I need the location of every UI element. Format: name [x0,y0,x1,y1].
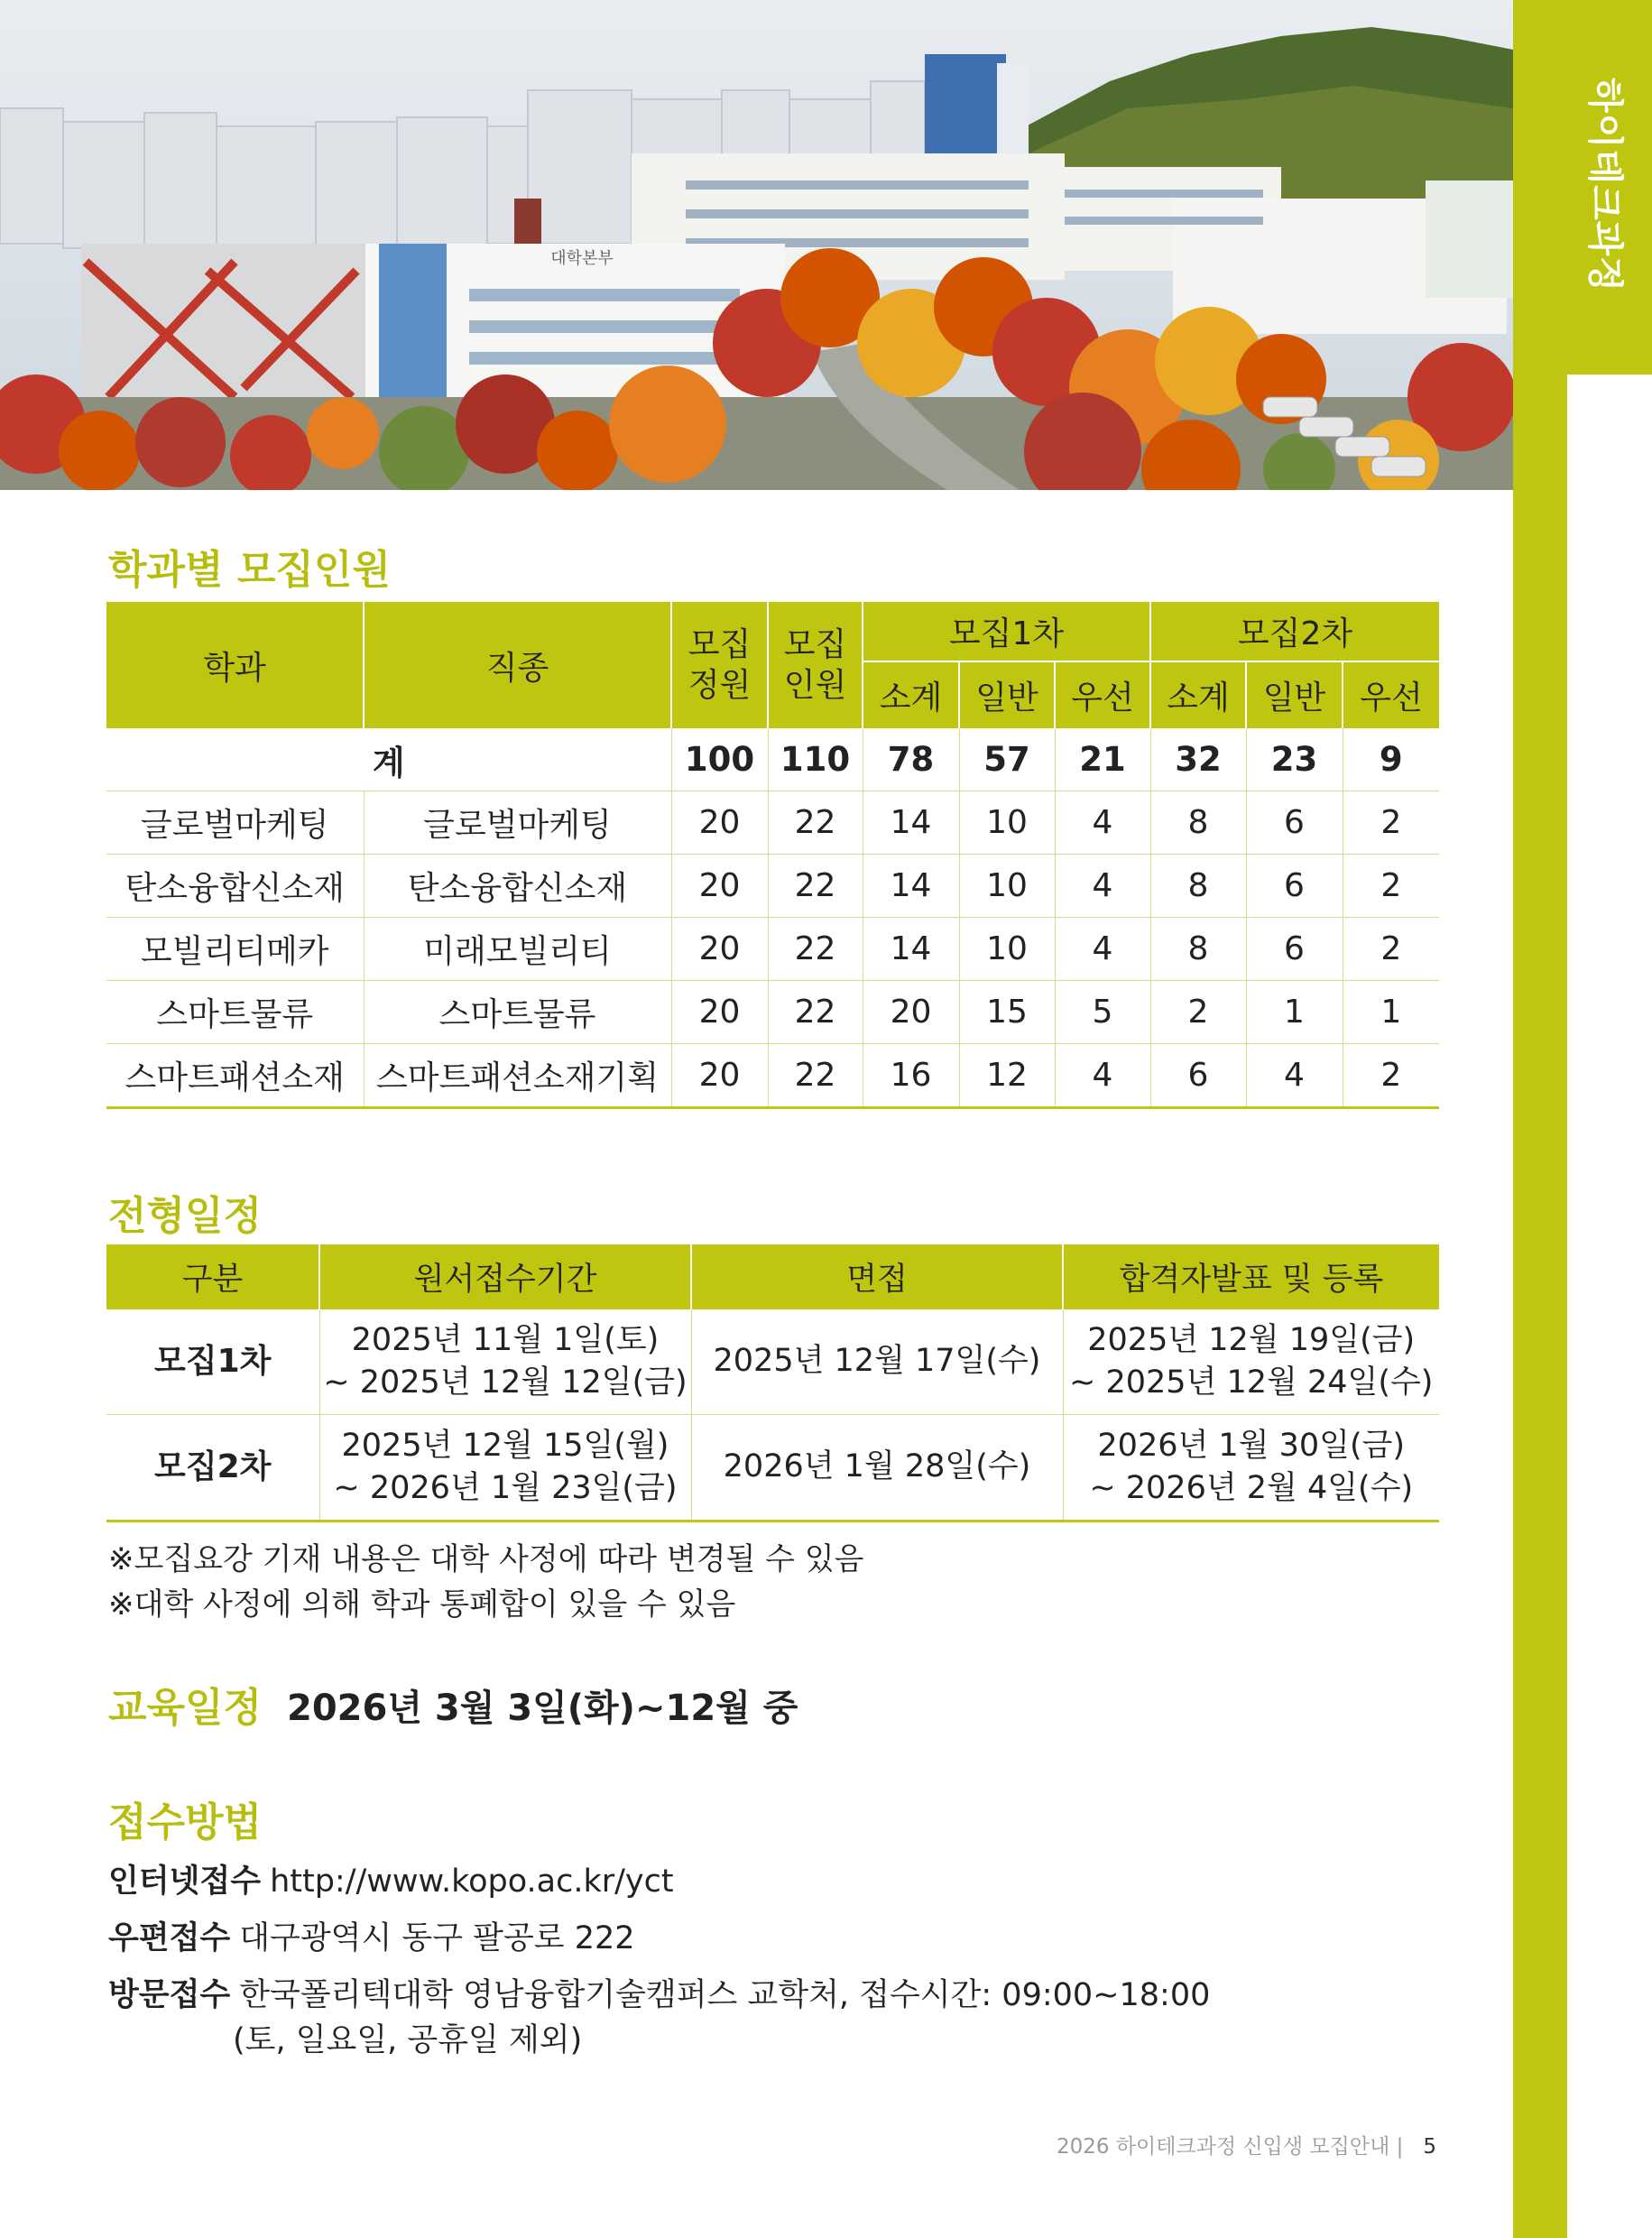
value-cell: 4 [1055,918,1150,981]
col-sub-subtotal-1: 소계 [863,661,959,728]
dept-cell: 스마트패션소재 [106,1044,364,1108]
col-round1: 모집1차 [863,602,1150,661]
note-2: ※대학 사정에 의해 학과 통폐합이 있을 수 있음 [108,1586,736,1623]
total-cell: 57 [959,728,1055,791]
job-cell: 탄소융합신소재 [364,855,671,918]
value-cell: 14 [863,855,959,918]
value-cell: 4 [1055,791,1150,855]
col-job: 직종 [364,602,671,728]
method-internet-url[interactable]: http://www.kopo.ac.kr/yct [270,1863,674,1900]
table-row [106,981,1439,1044]
value-cell: 2 [1343,1044,1439,1108]
col-round2: 모집2차 [1150,602,1439,661]
job-cell: 스마트물류 [364,981,671,1044]
value-cell: 20 [671,1044,768,1108]
col-dept: 학과 [106,602,364,728]
value-cell: 6 [1150,1044,1246,1108]
value-cell: 20 [671,791,768,855]
total-cell: 21 [1055,728,1150,791]
value-cell: 12 [959,1044,1055,1108]
table-row [106,791,1439,855]
job-cell: 미래모빌리티 [364,918,671,981]
value-cell: 20 [863,981,959,1044]
value-cell: 4 [1246,1044,1343,1108]
result-period [1063,1415,1439,1521]
total-cell: 100 [671,728,768,791]
round-label: 모집1차 [106,1309,319,1415]
note-1: ※모집요강 기재 내용은 대학 사정에 따라 변경될 수 있음 [108,1541,864,1577]
table-row [106,1309,1439,1415]
method-internet-label: 인터넷접수 [108,1863,262,1900]
total-cell: 32 [1150,728,1246,791]
dept-cell: 탄소융합신소재 [106,855,364,918]
schedule-table [106,1244,1439,1522]
value-cell: 22 [768,791,863,855]
application-start: 2025년 12월 15일(월) [341,1427,669,1464]
value-cell: 16 [863,1044,959,1108]
schedule-heading: 전형일정 [108,1193,263,1239]
col-sub-subtotal-2: 소계 [1150,661,1246,728]
value-cell: 20 [671,918,768,981]
page-footer [1057,2130,1436,2159]
method-visit [108,1970,1210,2015]
education-value: 2026년 3월 3일(화)~12월 중 [287,1688,798,1729]
interview-date: 2026년 1월 28일(수) [691,1415,1063,1521]
value-cell: 2 [1343,855,1439,918]
value-cell: 8 [1150,855,1246,918]
total-cell: 78 [863,728,959,791]
value-cell: 10 [959,918,1055,981]
interview-date: 2025년 12월 17일(수) [691,1309,1063,1415]
value-cell: 2 [1343,791,1439,855]
method-internet [108,1856,674,1901]
table-row [106,855,1439,918]
col-sub-priority-2: 우선 [1343,661,1439,728]
value-cell: 10 [959,855,1055,918]
value-cell: 22 [768,918,863,981]
total-label: 계 [106,728,671,791]
footer-text: 2026 하이테크과정 신입생 모집안내 | [1056,2135,1404,2159]
value-cell: 15 [959,981,1055,1044]
total-row [106,728,1439,791]
total-cell: 23 [1246,728,1343,791]
method-mail-label: 우편접수 [108,1920,231,1956]
dept-cell: 글로벌마케팅 [106,791,364,855]
col-sub-general-1: 일반 [959,661,1055,728]
application-end: ~ 2026년 1월 23일(금) [333,1470,678,1506]
col-recruit-line1: 모집 [783,626,847,663]
education-heading: 교육일정 [108,1685,263,1731]
value-cell: 4 [1055,855,1150,918]
value-cell: 1 [1343,981,1439,1044]
job-cell: 스마트패션소재기획 [364,1044,671,1108]
col-interview: 면접 [691,1244,1063,1309]
value-cell: 20 [671,855,768,918]
application-period [319,1309,691,1415]
value-cell: 8 [1150,918,1246,981]
result-end: ~ 2025년 12월 24일(수) [1069,1364,1434,1401]
value-cell: 4 [1055,1044,1150,1108]
result-start: 2025년 12월 19일(금) [1087,1321,1416,1358]
value-cell: 6 [1246,791,1343,855]
quota-table [106,602,1439,1109]
value-cell: 22 [768,981,863,1044]
table-row [106,1044,1439,1108]
dept-cell: 스마트물류 [106,981,364,1044]
col-capacity-line2: 정원 [688,667,752,704]
side-tab-label: 하이테크과정 [1583,78,1626,292]
application-start: 2025년 11월 1일(토) [351,1321,660,1358]
page-number: 5 [1423,2135,1436,2159]
value-cell: 6 [1246,855,1343,918]
result-period [1063,1309,1439,1415]
method-heading: 접수방법 [108,1799,263,1845]
job-cell: 글로벌마케팅 [364,791,671,855]
value-cell: 6 [1246,918,1343,981]
col-capacity-line1: 모집 [688,626,752,663]
total-cell: 110 [768,728,863,791]
campus-photo [0,0,1513,490]
method-mail-value: 대구광역시 동구 팔공로 222 [239,1920,635,1956]
method-visit-value: 한국폴리텍대학 영남융합기술캠퍼스 교학처, 접수시간: 09:00~18:00 [239,1977,1211,2013]
result-start: 2026년 1월 30일(금) [1097,1427,1406,1464]
col-capacity [671,602,768,728]
col-recruit [768,602,863,728]
table-row [106,918,1439,981]
total-cell: 9 [1343,728,1439,791]
col-sub-priority-1: 우선 [1055,661,1150,728]
col-application: 원서접수기간 [319,1244,691,1309]
value-cell: 5 [1055,981,1150,1044]
col-category: 구분 [106,1244,319,1309]
value-cell: 1 [1246,981,1343,1044]
value-cell: 10 [959,791,1055,855]
value-cell: 20 [671,981,768,1044]
col-result: 합격자발표 및 등록 [1063,1244,1439,1309]
value-cell: 14 [863,918,959,981]
result-end: ~ 2026년 2월 4일(수) [1089,1470,1414,1506]
col-recruit-line2: 인원 [783,667,847,704]
building-sign: 대학본부 [550,249,614,268]
value-cell: 2 [1150,981,1246,1044]
application-period [319,1415,691,1521]
quota-heading: 학과별 모집인원 [108,547,391,593]
method-visit-label: 방문접수 [108,1977,231,2013]
value-cell: 22 [768,1044,863,1108]
application-end: ~ 2025년 12월 12일(금) [323,1364,688,1401]
dept-cell: 모빌리티메카 [106,918,364,981]
side-band [1513,0,1567,2238]
value-cell: 8 [1150,791,1246,855]
method-visit-note: (토, 일요일, 공휴일 제외) [233,2022,583,2058]
table-row [106,1415,1439,1521]
value-cell: 2 [1343,918,1439,981]
value-cell: 14 [863,791,959,855]
round-label: 모집2차 [106,1415,319,1521]
col-sub-general-2: 일반 [1246,661,1343,728]
method-mail [108,1913,635,1958]
value-cell: 22 [768,855,863,918]
